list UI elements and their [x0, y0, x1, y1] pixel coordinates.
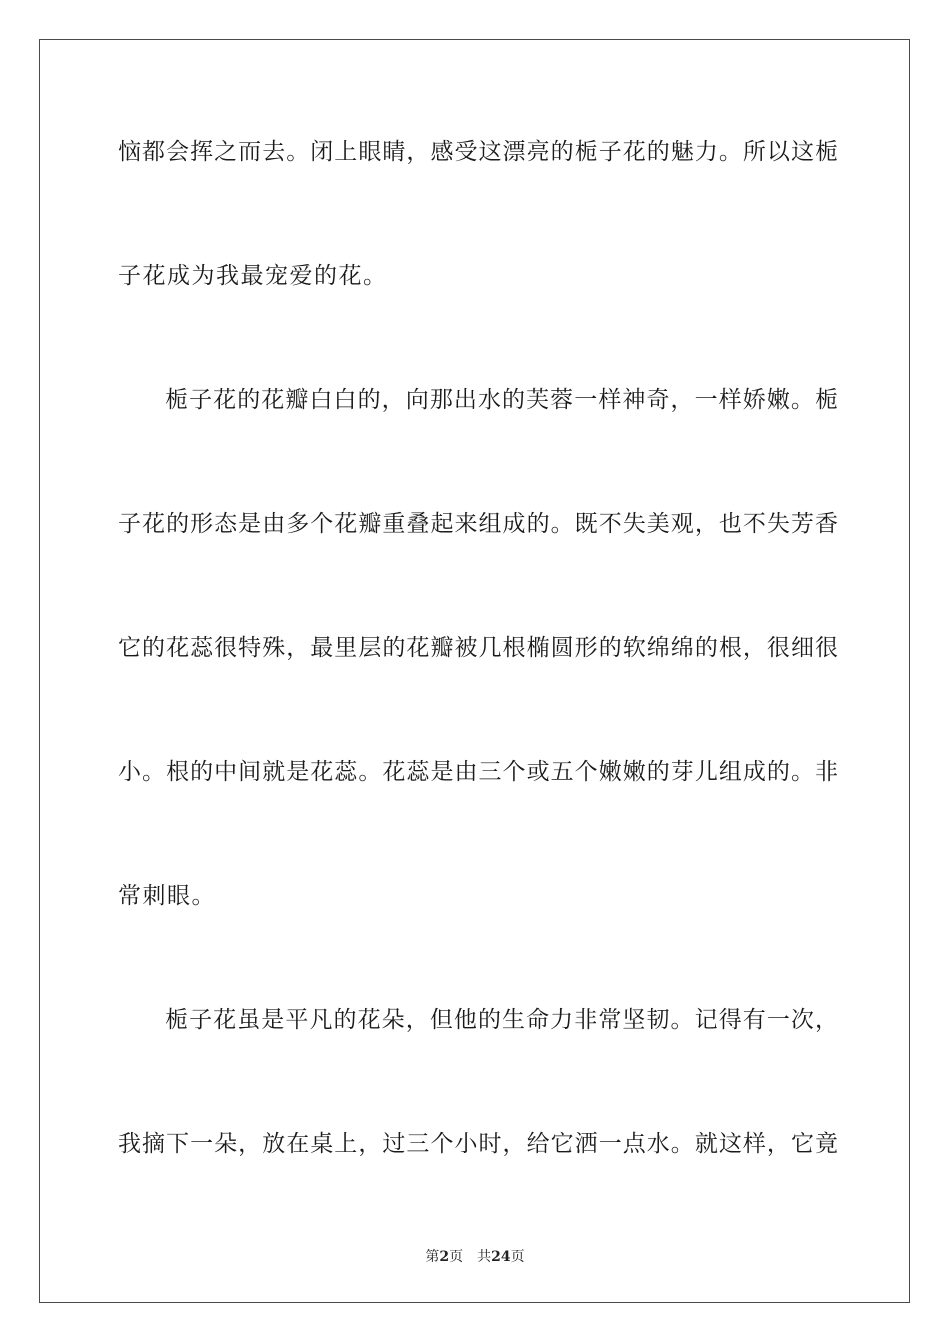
- paragraph-line-3: 栀子花的花瓣白白的，向那出水的芙蓉一样神奇，一样娇嫩。栀: [165, 387, 838, 413]
- page-border: [39, 39, 910, 1303]
- page-number: 2: [439, 1249, 450, 1265]
- paragraph-line-7: 常刺眼。: [118, 883, 216, 909]
- paragraph-line-6: 小。根的中间就是花蕊。花蕊是由三个或五个嫩嫩的芽儿组成的。非: [118, 759, 838, 785]
- total-pages: 24: [491, 1249, 511, 1265]
- paragraph-line-4: 子花的形态是由多个花瓣重叠起来组成的。既不失美观，也不失芳香: [118, 511, 838, 537]
- page-footer: [0, 1246, 950, 1266]
- page-label-prefix: 第: [425, 1249, 440, 1265]
- page-label-suffix: 页: [449, 1249, 464, 1265]
- paragraph-line-1: 恼都会挥之而去。闭上眼睛，感受这漂亮的栀子花的魅力。所以这栀: [118, 139, 838, 165]
- paragraph-line-2: 子花成为我最宠爱的花。: [118, 263, 388, 289]
- paragraph-line-8: 栀子花虽是平凡的花朵，但他的生命力非常坚韧。记得有一次，: [165, 1007, 838, 1033]
- total-label-prefix: 共: [477, 1249, 492, 1265]
- paragraph-line-9: 我摘下一朵，放在桌上，过三个小时，给它洒一点水。就这样，它竟: [118, 1131, 838, 1157]
- total-label-suffix: 页: [510, 1249, 525, 1265]
- paragraph-line-5: 它的花蕊很特殊，最里层的花瓣被几根椭圆形的软绵绵的根，很细很: [118, 635, 838, 661]
